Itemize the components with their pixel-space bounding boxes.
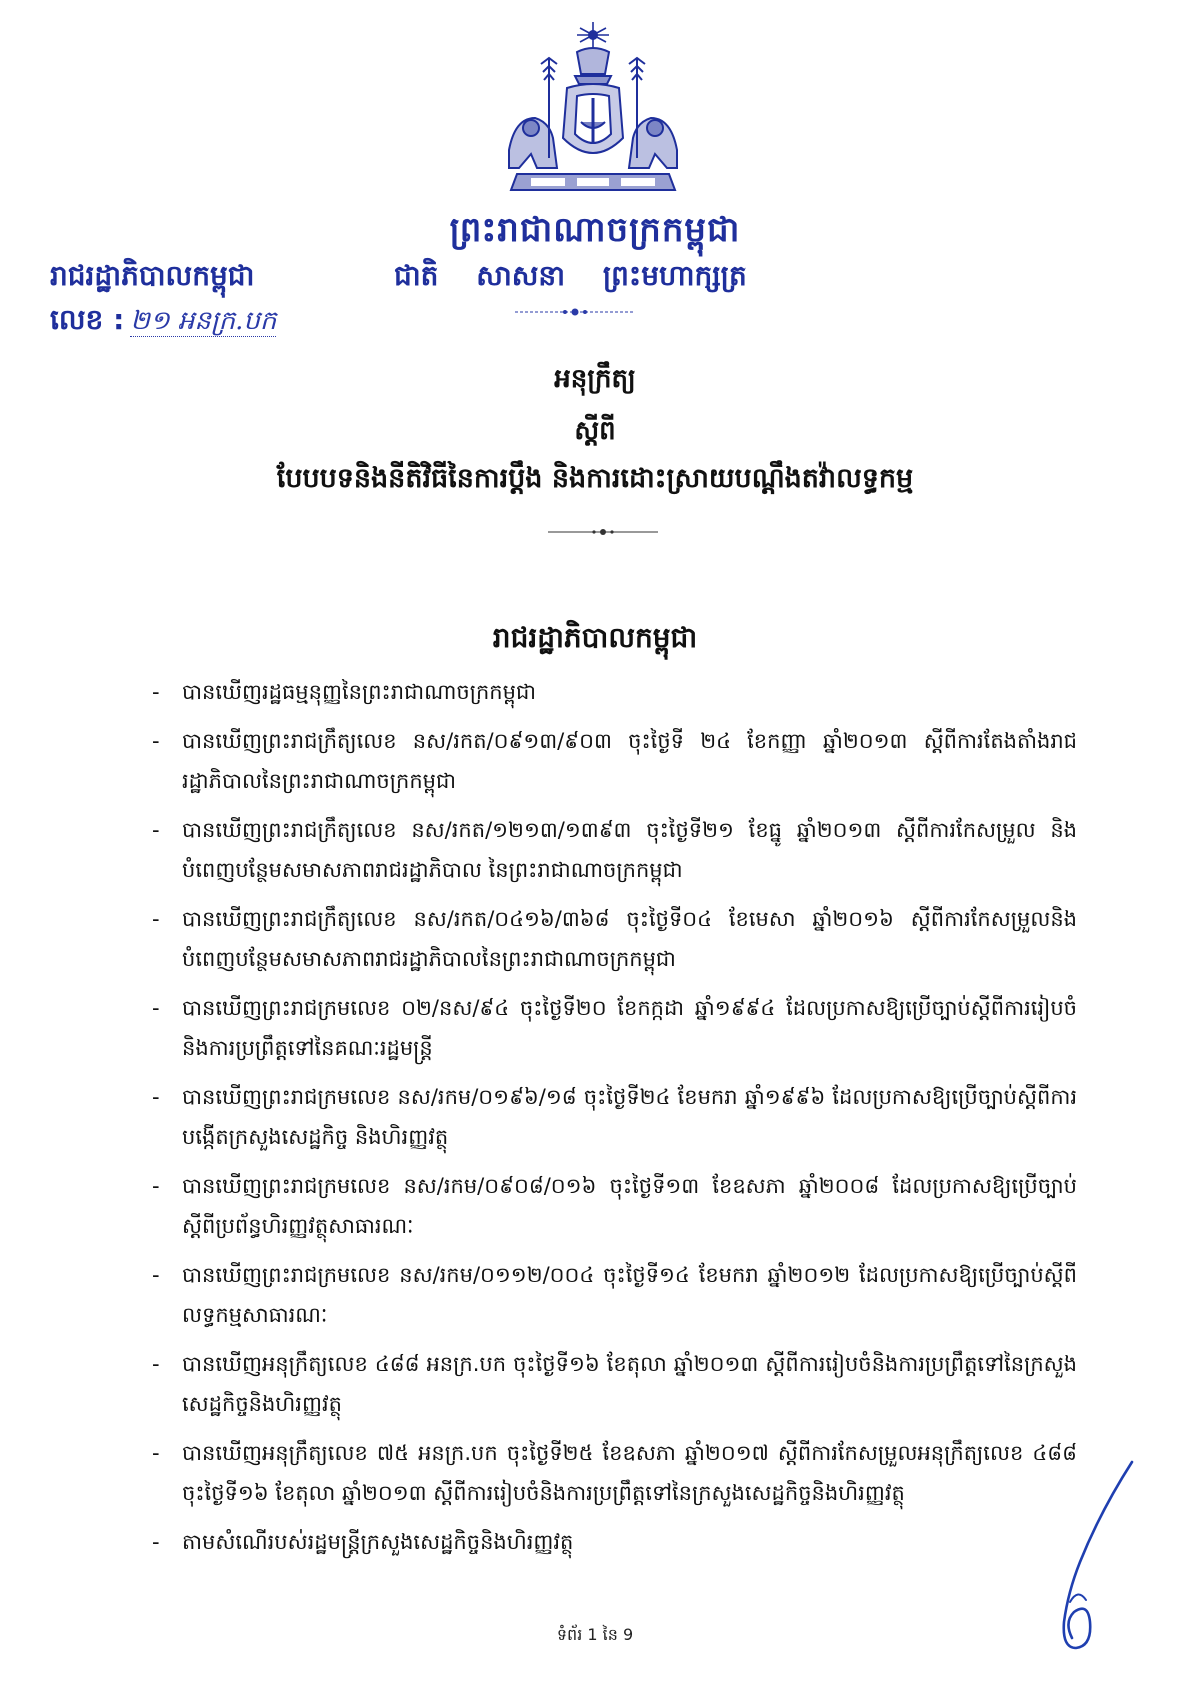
motto-king: ព្រះមហាក្សត្រ bbox=[602, 259, 747, 292]
list-marker: - bbox=[152, 1174, 160, 1198]
list-marker: - bbox=[152, 907, 160, 931]
national-motto bbox=[394, 258, 747, 299]
document-about: ស្ដីពី bbox=[574, 416, 616, 446]
list-item-text: បានឃើញព្រះរាជក្រមលេខ នស/រកម/០៩០៨/០១៦ ចុះថ្ងៃទី១៣ ខែឧសភា ឆ្នាំ២០០៨ ដែលប្រកាសឱ្យប្រើច្បាប់ស្ដីពីប្រព័ន្ធហិរញ្ញវត្ថុសាធារណៈ bbox=[182, 1174, 1077, 1238]
list-item-text: បានឃើញព្រះរាជក្រឹត្យលេខ នស/រកត/០៤១៦/៣៦៨ ចុះថ្ងៃទី០៤ ខែមេសា ឆ្នាំ២០១៦ ស្ដីពីការកែសម្រួលនិងបំពេញបន្ថែមសមាសភាពរាជរដ្ឋាភិបាលនៃព្រះរាជាណាចក្រកម្ពុជា bbox=[182, 907, 1077, 971]
list-item bbox=[152, 1166, 1077, 1246]
list-marker: - bbox=[152, 996, 160, 1020]
list-item-text: បានឃើញព្រះរាជក្រមលេខ នស/រកម/០១១២/០០៤ ចុះថ្ងៃទី១៤ ខែមករា ឆ្នាំ២០១២ ដែលប្រកាសឱ្យប្រើច្បាប់ស្ដីពីលទ្ធកម្មសាធារណៈ bbox=[182, 1263, 1077, 1327]
list-marker: - bbox=[152, 1530, 160, 1554]
list-item-text: បានឃើញព្រះរាជក្រឹត្យលេខ នស/រកត/១២១៣/១៣៩៣ ចុះថ្ងៃទី២១ ខែធ្នូ ឆ្នាំ២០១៣ ស្ដីពីការកែសម្រួល និងបំពេញបន្ថែមសមាសភាពរាជរដ្ឋាភិបាល នៃព្រះរាជាណាចក្រកម្ពុជា bbox=[182, 818, 1077, 882]
list-marker: - bbox=[152, 680, 160, 704]
list-item bbox=[152, 1255, 1077, 1335]
list-item bbox=[152, 810, 1077, 890]
royal-emblem bbox=[497, 18, 689, 208]
list-item bbox=[152, 672, 1077, 712]
document-number bbox=[50, 302, 276, 343]
section-heading: រាជរដ្ឋាភិបាលកម្ពុជា bbox=[492, 621, 698, 654]
list-marker: - bbox=[152, 1441, 160, 1465]
document-number-value: ២១ អនក្រ.បក bbox=[130, 306, 277, 336]
list-item bbox=[152, 1344, 1077, 1424]
list-item-text: បានឃើញព្រះរាជក្រមលេខ នស/រកម/០១៩៦/១៨ ចុះថ្ងៃទី២៤ ខែមករា ឆ្នាំ១៩៩៦ ដែលប្រកាសឱ្យប្រើច្បាប់ស្ដីពីការបង្កើតក្រសួងសេដ្ឋកិច្ច និងហិរញ្ញវត្ថុ bbox=[182, 1085, 1077, 1149]
kingdom-title: ព្រះរាជាណាចក្រកម្ពុជា bbox=[449, 210, 741, 250]
document-number-label: លេខ : bbox=[50, 303, 125, 336]
list-marker: - bbox=[152, 1263, 160, 1287]
list-item-text: បានឃើញព្រះរាជក្រឹត្យលេខ នស/រកត/០៩១៣/៩០៣ ចុះថ្ងៃទី ២៤ ខែកញ្ញា ឆ្នាំ២០១៣ ស្ដីពីការតែងតាំងរាជរដ្ឋាភិបាលនៃព្រះរាជាណាចក្រកម្ពុជា bbox=[182, 729, 1077, 793]
list-item-text: តាមសំណើរបស់រដ្ឋមន្ត្រីក្រសួងសេដ្ឋកិច្ចនិងហិរញ្ញវត្ថុ bbox=[182, 1530, 574, 1554]
list-item bbox=[152, 988, 1077, 1068]
list-item bbox=[152, 1433, 1077, 1513]
list-item-text: បានឃើញអនុក្រឹត្យលេខ ៤៨៨ អនក្រ.បក ចុះថ្ងៃទី១៦ ខែតុលា ឆ្នាំ២០១៣ ស្ដីពីការរៀបចំនិងការប្រព្រឹត្តទៅនៃក្រសួងសេដ្ឋកិច្ចនិងហិរញ្ញវត្ថុ bbox=[182, 1352, 1077, 1416]
considerations-list bbox=[152, 672, 1077, 1571]
list-item bbox=[152, 899, 1077, 979]
document-subject: បែបបទនិងនីតិវិធីនៃការប្ដឹង និងការដោះស្រាយបណ្ដឹងតវ៉ាលទ្ធកម្ម bbox=[276, 463, 914, 494]
document-type: អនុក្រឹត្យ bbox=[554, 364, 636, 394]
list-marker: - bbox=[152, 1085, 160, 1109]
motto-nation: ជាតិ bbox=[394, 259, 439, 292]
divider-ornament bbox=[515, 306, 635, 318]
issuing-authority: រាជរដ្ឋាភិបាលកម្ពុជា bbox=[50, 259, 255, 292]
motto-religion: សាសនា bbox=[476, 259, 566, 292]
page-number: ទំព័រ 1 នៃ 9 bbox=[556, 1625, 634, 1644]
list-item bbox=[152, 721, 1077, 801]
list-item bbox=[152, 1077, 1077, 1157]
list-item-text: បានឃើញព្រះរាជក្រមលេខ ០២/នស/៩៤ ចុះថ្ងៃទី២០ ខែកក្កដា ឆ្នាំ១៩៩៤ ដែលប្រកាសឱ្យប្រើច្បាប់ស្ដីពីការរៀបចំនិងការប្រព្រឹត្តទៅនៃគណៈរដ្ឋមន្ត្រី bbox=[182, 996, 1077, 1060]
list-item-text: បានឃើញអនុក្រឹត្យលេខ ៧៥ អនក្រ.បក ចុះថ្ងៃទី២៥ ខែឧសភា ឆ្នាំ២០១៧ ស្ដីពីការកែសម្រួលអនុក្រឹត្យលេខ ៤៨៨ ចុះថ្ងៃទី១៦ ខែតុលា ឆ្នាំ២០១៣ ស្ដីពីការរៀបចំនិងការប្រព្រឹត្តទៅនៃក្រសួងសេដ្ឋកិច្ចនិងហិរញ្ញវត្ថុ bbox=[182, 1441, 1077, 1505]
list-item-text: បានឃើញរដ្ឋធម្មនុញ្ញនៃព្រះរាជាណាចក្រកម្ពុជា bbox=[182, 680, 536, 704]
list-marker: - bbox=[152, 1352, 160, 1376]
divider-ornament bbox=[548, 526, 658, 538]
list-marker: - bbox=[152, 818, 160, 842]
list-marker: - bbox=[152, 729, 160, 753]
list-item bbox=[152, 1522, 1077, 1562]
